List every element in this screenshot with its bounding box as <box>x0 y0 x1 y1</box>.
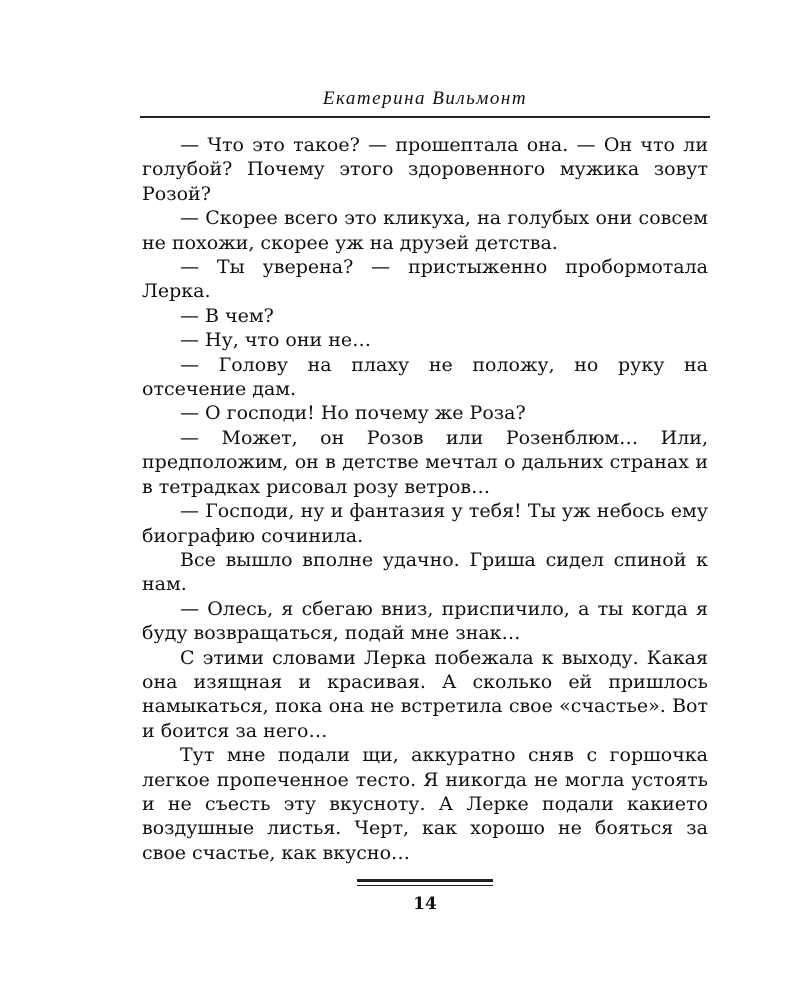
paragraph: — Может, он Розов или Розенблюм… Или, предположим, он в детстве мечтал о дальних странах и в тетрадках рисовал розу ветров… <box>142 426 708 498</box>
paragraph: — Что это такое? — прошептала она. — Он что ли голубой? Почему этого здоровенного мужика зовут Розой? <box>142 134 708 205</box>
page-number: 14 <box>413 894 437 914</box>
paragraph: — В чем? <box>180 304 274 327</box>
paragraph: — О господи! Но почему же Роза? <box>180 402 526 425</box>
paragraph: — Господи, ну и фантазия у тебя! Ты уж небось ему биографию сочинила. <box>142 500 708 547</box>
paragraph: — Ты уверена? — пристыженно пробормотала Лерка. <box>142 256 708 303</box>
paragraph: С этими словами Лерка побежала к выходу. Какая она изящная и красивая. А сколько ей пришлось намыкаться, пока она не встретила свое «счастье». Вот и боится за него… <box>142 646 708 742</box>
footer-rule-thin <box>357 885 493 886</box>
paragraph: — Ну, что они не… <box>180 329 372 352</box>
paragraph: Все вышло вполне удачно. Гриша сидел спиной к нам. <box>142 548 708 596</box>
paragraph: — Скорее всего это кликуха, на голубых они совсем не похожи, скорее уж на друзей детства. <box>142 207 708 254</box>
paragraph: Тут мне подали щи, аккуратно сняв с горшочка легкое пропеченное тесто. Я никогда не могла устоять и не съесть эту вкусноту. А Лерке подали какието воздушные листья. Черт, как хорошо не бояться за свое счастье, как вкусно… <box>142 744 708 864</box>
paragraph: — Олесь, я сбегаю вниз, приспичило, а ты когда я буду возвращаться, подай мне знак… <box>142 597 708 645</box>
running-header-author: Екатерина Вильмонт <box>322 88 528 109</box>
footer-rule-thick <box>357 879 493 882</box>
header-rule <box>140 116 710 118</box>
paragraph: — Голову на плаху не положу, но руку на отсечение дам. <box>142 353 708 401</box>
body-text <box>142 133 708 865</box>
